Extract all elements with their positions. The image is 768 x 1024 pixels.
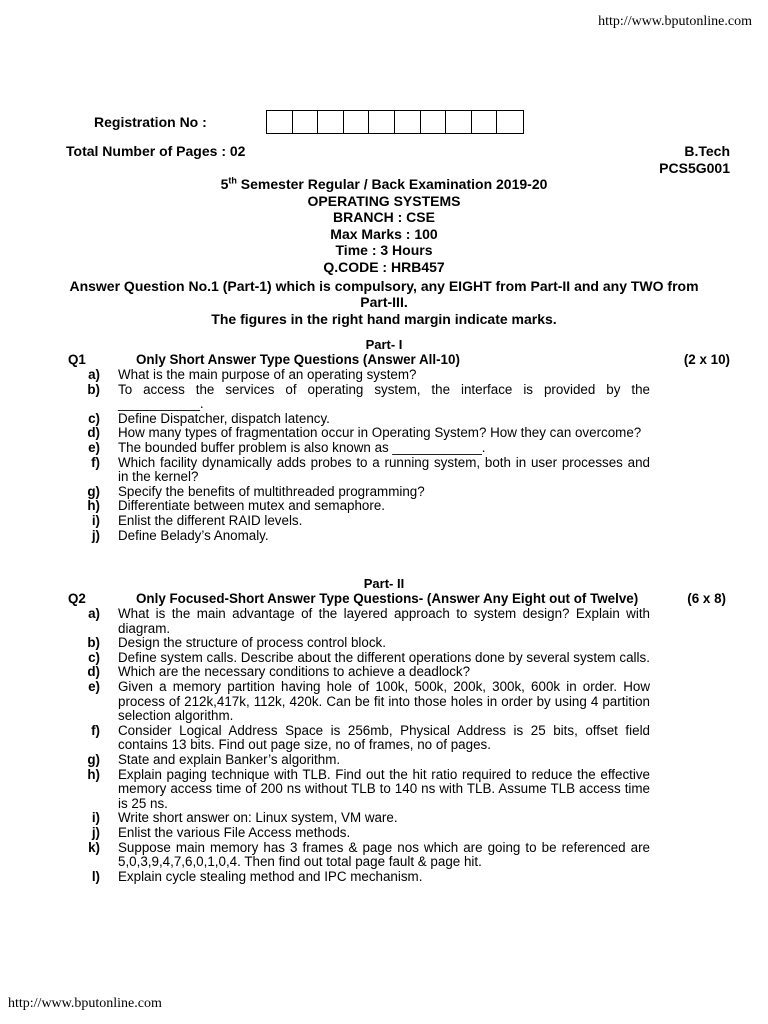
registration-box	[318, 111, 344, 133]
registration-box	[344, 111, 370, 133]
question-label: l)	[91, 868, 100, 884]
question-text: Explain paging technique with TLB. Find out the hit ratio required to reduce the effective memory access time of 200 ns without TLB to 140 ns with TLB. Assume TLB access time is 25 ns.	[118, 766, 650, 811]
source-url-top[interactable]: http://www.bputonline.com	[598, 14, 752, 29]
question-item	[0, 724, 768, 753]
question-label: d)	[87, 664, 100, 680]
part2-title: Part- II	[363, 576, 405, 591]
branch: BRANCH : CSE	[333, 209, 435, 226]
source-url-bottom[interactable]: http://www.bputonline.com	[8, 996, 162, 1011]
question-label: e)	[88, 678, 100, 694]
question-item	[0, 514, 768, 529]
question-label: g)	[87, 751, 100, 767]
q2-number: Q2	[68, 591, 86, 606]
q2-title: Only Focused-Short Answer Type Questions- (Answer Any Eight out of Twelve)	[136, 591, 639, 606]
program-name: B.Tech	[684, 143, 730, 159]
question-text: Specify the benefits of multithreaded programming?	[118, 483, 425, 499]
program-codes	[659, 143, 730, 177]
question-item	[0, 383, 768, 412]
registration-row	[94, 110, 524, 134]
question-item	[0, 607, 768, 636]
q2-header	[0, 591, 768, 607]
question-text: State and explain Banker’s algorithm.	[118, 751, 341, 767]
question-text: Define system calls. Describe about the different operations done by several system calls.	[118, 649, 650, 665]
q2-marks: (6 x 8)	[687, 591, 726, 606]
question-text: Which are the necessary conditions to achieve a deadlock?	[118, 664, 471, 680]
question-label: c)	[88, 410, 100, 426]
question-text: Suppose main memory has 3 frames & page nos which are going to be referenced are 5,0,3,9,4,7,6,0,1,0,4. Then find out total page fault & page hit.	[118, 839, 650, 870]
q1-header	[0, 352, 768, 368]
question-label: b)	[87, 381, 100, 397]
question-text: What is the main advantage of the layered approach to system design? Explain with diagram.	[118, 606, 650, 636]
registration-box	[446, 111, 472, 133]
registration-box	[395, 111, 421, 133]
registration-label: Registration No :	[94, 114, 207, 130]
question-item	[0, 811, 768, 826]
question-item	[0, 426, 768, 441]
question-text: Design the structure of process control block.	[118, 635, 386, 651]
question-label: j)	[91, 824, 100, 840]
question-label: i)	[91, 512, 100, 528]
question-item	[0, 841, 768, 870]
part2-question-list	[0, 607, 768, 884]
question-item	[0, 753, 768, 768]
total-pages: Total Number of Pages : 02	[66, 143, 246, 159]
exam-time: Time : 3 Hours	[335, 242, 433, 259]
registration-box	[472, 111, 498, 133]
figures-note: The figures in the right hand margin indicate marks.	[211, 310, 557, 327]
question-text: Given a memory partition having hole of 100k, 500k, 200k, 300k, 600k in order. How process of 212k,417k, 112k, 420k. Can be fit into those holes in order by using 4 partition selection algorithm.	[118, 678, 650, 724]
question-item	[0, 499, 768, 514]
question-label: h)	[87, 498, 100, 514]
part1-title: Part- I	[365, 337, 403, 352]
part1-question-list	[0, 368, 768, 543]
question-text: What is the main purpose of an operating system?	[118, 367, 417, 382]
question-text: The bounded buffer problem is also known as ____________.	[118, 439, 486, 455]
question-label: g)	[87, 483, 100, 499]
question-label: j)	[91, 527, 100, 543]
question-code: Q.CODE : HRB457	[323, 258, 445, 275]
registration-box	[369, 111, 395, 133]
registration-box	[421, 111, 447, 133]
question-label: a)	[88, 367, 100, 382]
question-text: Explain cycle stealing method and IPC mechanism.	[118, 868, 423, 884]
registration-box	[497, 111, 523, 133]
question-item	[0, 412, 768, 427]
course-code: PCS5G001	[659, 160, 730, 176]
question-text: To access the services of operating system, the interface is provided by the ___________.	[118, 381, 650, 412]
question-label: e)	[88, 439, 100, 455]
question-text: Define Belady’s Anomaly.	[118, 527, 269, 543]
question-text: Consider Logical Address Space is 256mb, Physical Address is 25 bits, offset field contains 13 bits. Find out page size, no of frames, no of pages.	[118, 722, 650, 753]
question-item	[0, 636, 768, 651]
question-item	[0, 456, 768, 485]
question-text: Differentiate between mutex and semaphore.	[118, 498, 385, 514]
question-label: b)	[87, 635, 100, 651]
registration-box	[293, 111, 319, 133]
question-text: Enlist the various File Access methods.	[118, 824, 351, 840]
question-label: d)	[87, 425, 100, 441]
question-item	[0, 368, 768, 383]
question-item	[0, 441, 768, 456]
question-label: i)	[91, 810, 100, 826]
question-text: Write short answer on: Linux system, VM ware.	[118, 810, 398, 826]
question-item	[0, 768, 768, 812]
exam-header	[0, 176, 768, 327]
registration-box	[267, 111, 293, 133]
answer-instruction: Answer Question No.1 (Part-1) which is compulsory, any EIGHT from Part-II and any TWO from Part-III.	[69, 277, 699, 311]
question-label: f)	[91, 722, 100, 738]
question-label: f)	[91, 454, 100, 470]
question-item	[0, 680, 768, 724]
question-label: k)	[88, 839, 100, 855]
q1-title: Only Short Answer Type Questions (Answer All-10)	[136, 352, 460, 367]
question-text: Define Dispatcher, dispatch latency.	[118, 410, 330, 426]
question-text: Which facility dynamically adds probes to a running system, both in user processes and in the kernel?	[118, 454, 650, 485]
question-label: h)	[87, 766, 100, 782]
semester-line: 5th Semester Regular / Back Examination 2019-20	[220, 175, 548, 192]
question-text: Enlist the different RAID levels.	[118, 512, 303, 528]
max-marks: Max Marks : 100	[330, 225, 438, 242]
question-item	[0, 651, 768, 666]
q1-marks: (2 x 10)	[683, 352, 730, 367]
question-text: How many types of fragmentation occur in Operating System? How they can overcome?	[118, 425, 642, 441]
question-item	[0, 665, 768, 680]
question-label: c)	[88, 649, 100, 665]
subject-title: OPERATING SYSTEMS	[307, 192, 461, 209]
registration-boxes	[266, 110, 524, 134]
question-item	[0, 870, 768, 885]
question-label: a)	[88, 606, 100, 621]
q1-number: Q1	[68, 352, 86, 367]
question-item	[0, 529, 768, 544]
question-item	[0, 826, 768, 841]
question-item	[0, 485, 768, 500]
